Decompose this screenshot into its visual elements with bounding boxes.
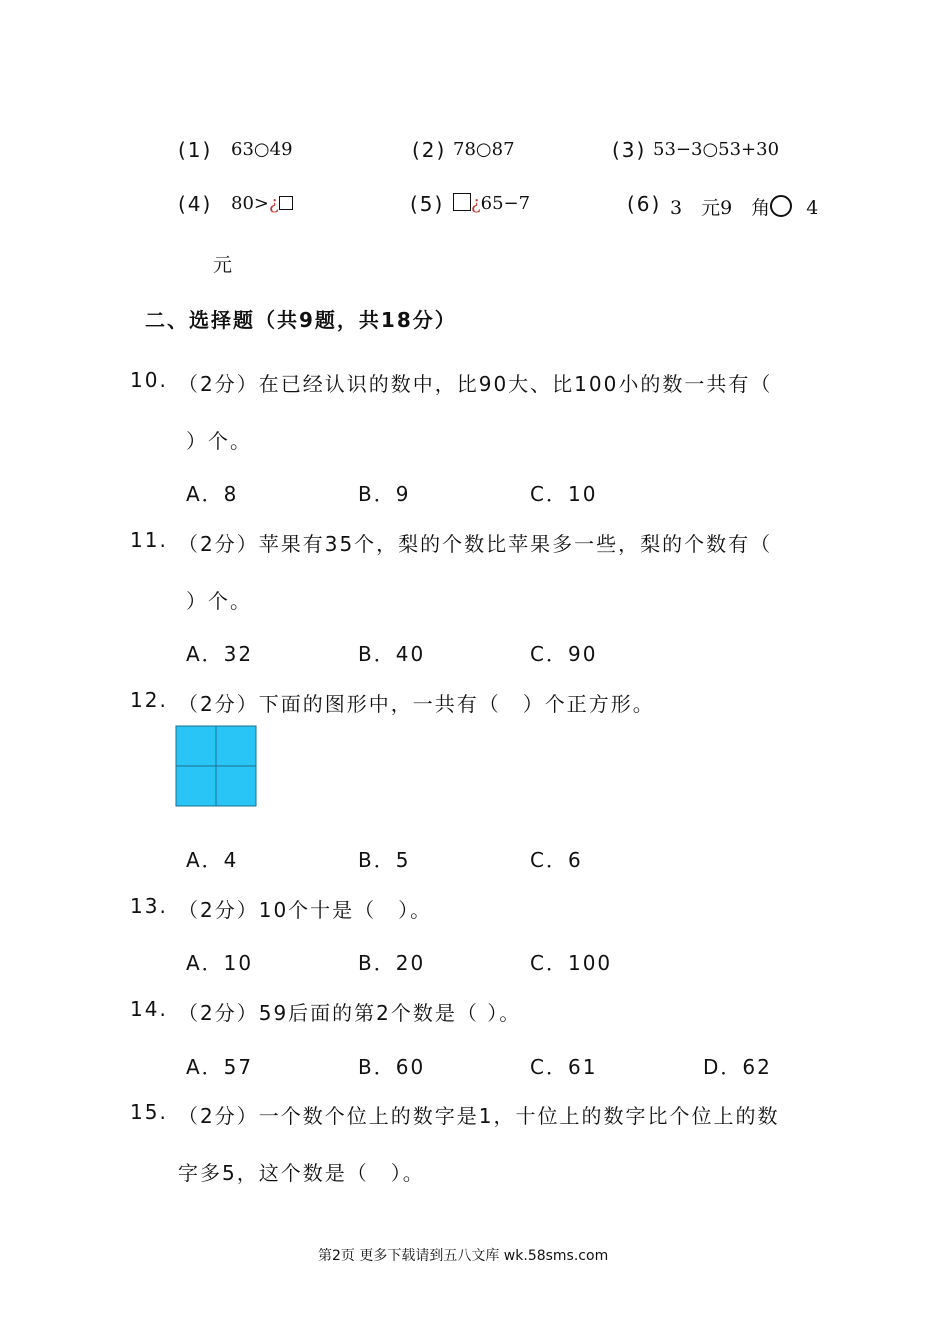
item-4-expr-text: 80> (231, 193, 269, 214)
question-14-stem: （2分）59后面的第2个数是（ ）。 (178, 1001, 522, 1025)
item-6-wrap: 元 (213, 254, 233, 276)
question-14-option-c[interactable]: C．61 (530, 1055, 598, 1079)
item-4-expression (231, 193, 293, 214)
item-6-number: (6) (627, 192, 662, 216)
item-6-expression (670, 193, 818, 220)
question-15-stem: （2分）一个数个位上的数字是1，十位上的数字比个位上的数 (178, 1104, 780, 1128)
question-12-option-a[interactable]: A．4 (186, 848, 239, 872)
compare-circle (770, 195, 792, 217)
question-15-number: 15. (130, 1100, 168, 1124)
question-11-option-c[interactable]: C．90 (530, 642, 598, 666)
inverted-question-glyph: ¿ (471, 193, 481, 214)
question-10-option-b[interactable]: B．9 (358, 482, 411, 506)
item-5-number: (5) (410, 192, 445, 216)
question-11-option-b[interactable]: B．40 (358, 642, 426, 666)
section-title: 二、选择题（共9题，共18分） (145, 308, 457, 332)
item-3-number: (3) (612, 138, 647, 162)
item-2-expression: 78○87 (453, 139, 515, 160)
item-1-expression: 63○49 (231, 139, 293, 160)
question-10-stem: （2分）在已经认识的数中，比90大、比100小的数一共有（ (178, 372, 773, 396)
answer-box (279, 196, 293, 210)
question-11-option-a[interactable]: A．32 (186, 642, 254, 666)
item-4-number: (4) (178, 192, 213, 216)
answer-box (453, 193, 471, 211)
question-14-option-b[interactable]: B．60 (358, 1055, 426, 1079)
four-squares-figure (175, 725, 257, 807)
question-12-number: 12. (130, 688, 168, 712)
question-11-stem-cont: ）个。 (186, 589, 252, 613)
question-13-number: 13. (130, 894, 168, 918)
question-12-stem: （2分）下面的图形中，一共有（ ）个正方形。 (178, 692, 655, 716)
page-footer: 第2页 更多下载请到五八文库 wk.58sms.com (318, 1248, 609, 1264)
question-11-stem: （2分）苹果有35个，梨的个数比苹果多一些，梨的个数有（ (178, 532, 773, 556)
item-3-expression: 53−3○53+30 (653, 139, 780, 160)
question-12-option-b[interactable]: B．5 (358, 848, 411, 872)
item-5-expr-text: 65−7 (480, 193, 531, 214)
question-10-option-a[interactable]: A．8 (186, 482, 239, 506)
item-2-number: (2) (412, 138, 447, 162)
item-6-expr-a: 3 元9 角 (670, 197, 771, 219)
question-13-option-a[interactable]: A．10 (186, 951, 254, 975)
inverted-question-glyph: ¿ (269, 193, 279, 214)
question-10-option-c[interactable]: C．10 (530, 482, 598, 506)
question-15-stem-cont: 字多5，这个数是（ ）。 (178, 1161, 425, 1185)
question-10-number: 10. (130, 368, 168, 392)
question-13-stem: （2分）10个十是（ ）。 (178, 898, 433, 922)
question-14-option-d[interactable]: D．62 (703, 1055, 772, 1079)
item-5-expression (453, 193, 530, 214)
item-6-expr-b: 4 (806, 197, 819, 219)
question-14-option-a[interactable]: A．57 (186, 1055, 254, 1079)
question-11-number: 11. (130, 528, 168, 552)
question-13-option-b[interactable]: B．20 (358, 951, 426, 975)
question-14-number: 14. (130, 997, 168, 1021)
question-12-option-c[interactable]: C．6 (530, 848, 583, 872)
question-13-option-c[interactable]: C．100 (530, 951, 613, 975)
item-1-number: (1) (178, 138, 213, 162)
question-10-stem-cont: ）个。 (186, 429, 252, 453)
